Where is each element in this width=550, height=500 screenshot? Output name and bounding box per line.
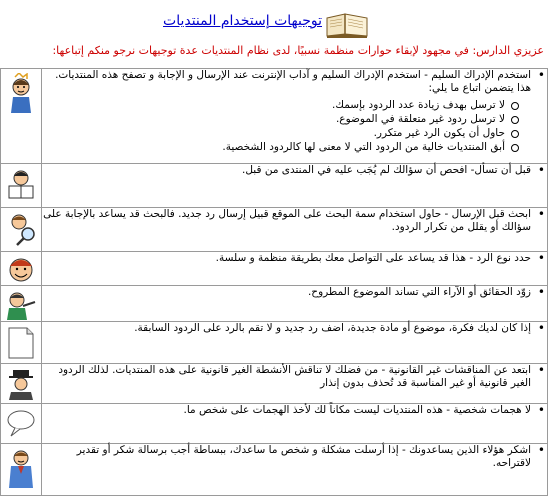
table-row bbox=[1, 252, 548, 286]
tip-text: حدد نوع الرد - هذا قد يساعد على التواصل معك بطريقة منظمة و سلسة. bbox=[215, 252, 531, 264]
tip-cell bbox=[42, 404, 548, 444]
smiling-face-icon bbox=[5, 256, 37, 284]
reading-person-icon bbox=[5, 168, 37, 202]
tip-cell bbox=[42, 208, 548, 252]
page-title[interactable]: توجيهات إستخدام المنتديات bbox=[163, 13, 322, 29]
tip-text: إذا كان لديك فكرة، موضوع أو مادة جديدة، اضف رد جديد و لا تقم بالرد على الردود السابقة. bbox=[134, 322, 531, 334]
icon-cell bbox=[1, 322, 42, 364]
icon-cell bbox=[1, 364, 42, 404]
tip-cell bbox=[42, 252, 548, 286]
intro-text: عزيزي الدارس: في مجهود لإبقاء حوارات منظمة نسبيًا، لدى نظام المنتديات عدة توجيهات نرجو منكم إتباعها: bbox=[52, 44, 544, 57]
table-row bbox=[1, 364, 548, 404]
icon-cell bbox=[1, 286, 42, 322]
tip-cell bbox=[42, 164, 548, 208]
tip-cell bbox=[42, 364, 548, 404]
tip-cell bbox=[42, 322, 548, 364]
list-item bbox=[42, 69, 547, 95]
list-item bbox=[42, 444, 547, 470]
open-book-icon bbox=[325, 8, 369, 38]
blank-paper-icon bbox=[6, 326, 36, 360]
list-item bbox=[42, 208, 547, 234]
icon-cell bbox=[1, 208, 42, 252]
table-row bbox=[1, 444, 548, 496]
list-item bbox=[42, 322, 547, 335]
tip-cell bbox=[42, 444, 548, 496]
tip-text: قبل أن تسأل- افحص أن سؤالك لم يُجَب عليه في المنتدى من قبل. bbox=[242, 164, 531, 176]
sub-list bbox=[42, 99, 519, 154]
tip-cell bbox=[42, 286, 548, 322]
sub-list-item: لا ترسل بهدف زيادة عدد الردود بإسمك. bbox=[42, 99, 519, 112]
list-item bbox=[42, 286, 547, 299]
sub-list-item: حاول أن يكون الرد غير متكرر. bbox=[42, 127, 519, 140]
table-row bbox=[1, 286, 548, 322]
icon-cell bbox=[1, 252, 42, 286]
tip-text: زوّد الحقائق أو الآراء التي تساند الموضوع المطروح. bbox=[307, 286, 531, 298]
tip-cell bbox=[42, 69, 548, 164]
icon-cell bbox=[1, 164, 42, 208]
searching-person-icon bbox=[5, 212, 37, 246]
list-item bbox=[42, 404, 547, 417]
tip-text: استخدم الإدراك السليم - استخدم الإدراك السليم و آداب الإنترنت عند الإرسال و الإجابة و تصفح هذه المنتديات. هذا يتضمن اتباع ما يلي: bbox=[55, 69, 531, 94]
tip-text: اشكر هؤلاء الذين يساعدونك - إذا أرسلت مشكلة و شخص ما ساعدك، ببساطة أجب برسالة شكر أو تقدير لاقتراحه. bbox=[76, 444, 531, 469]
sub-list-item: أبق المنتديات خالية من الردود التي لا معنى لها كالردود الشخصية. bbox=[42, 141, 519, 154]
tip-text: لا هجمات شخصية - هذه المنتديات ليست مكاناً لك لأخذ الهجمات على شخص ما. bbox=[183, 404, 531, 416]
list-item bbox=[42, 164, 547, 177]
icon-cell bbox=[1, 404, 42, 444]
list-item bbox=[42, 252, 547, 265]
table-row bbox=[1, 208, 548, 252]
table-row bbox=[1, 404, 548, 444]
pointing-person-icon bbox=[5, 290, 37, 320]
icon-cell bbox=[1, 444, 42, 496]
table-row bbox=[1, 164, 548, 208]
thankful-person-icon bbox=[5, 448, 37, 488]
guidelines-table bbox=[0, 68, 548, 496]
table-row bbox=[1, 322, 548, 364]
person-with-hat-icon bbox=[5, 368, 37, 400]
list-item bbox=[42, 364, 547, 390]
thinking-person-icon bbox=[5, 73, 37, 113]
icon-cell bbox=[1, 69, 42, 164]
table-row bbox=[1, 69, 548, 164]
sub-list-item: لا ترسل ردود غير متعلقة في الموضوع. bbox=[42, 113, 519, 126]
tip-text: ابتعد عن المناقشات غير القانونية - من فضلك لا تناقش الأنشطة الغير قانونية على هذه المنتديات. لذلك الردود الغير قانونية أو غير المناسبة قد تُحذف بدون إنذار bbox=[58, 364, 531, 389]
tip-text: ابحث قبل الإرسال - حاول استخدام سمة البحث على الموقع قبيل إرسال رد جديد. فالبحث قد يساعد بالإجابة على سؤالك أو يقلل من تكرار الردود. bbox=[43, 208, 531, 233]
header bbox=[0, 4, 550, 40]
speech-bubble-icon bbox=[5, 408, 37, 438]
